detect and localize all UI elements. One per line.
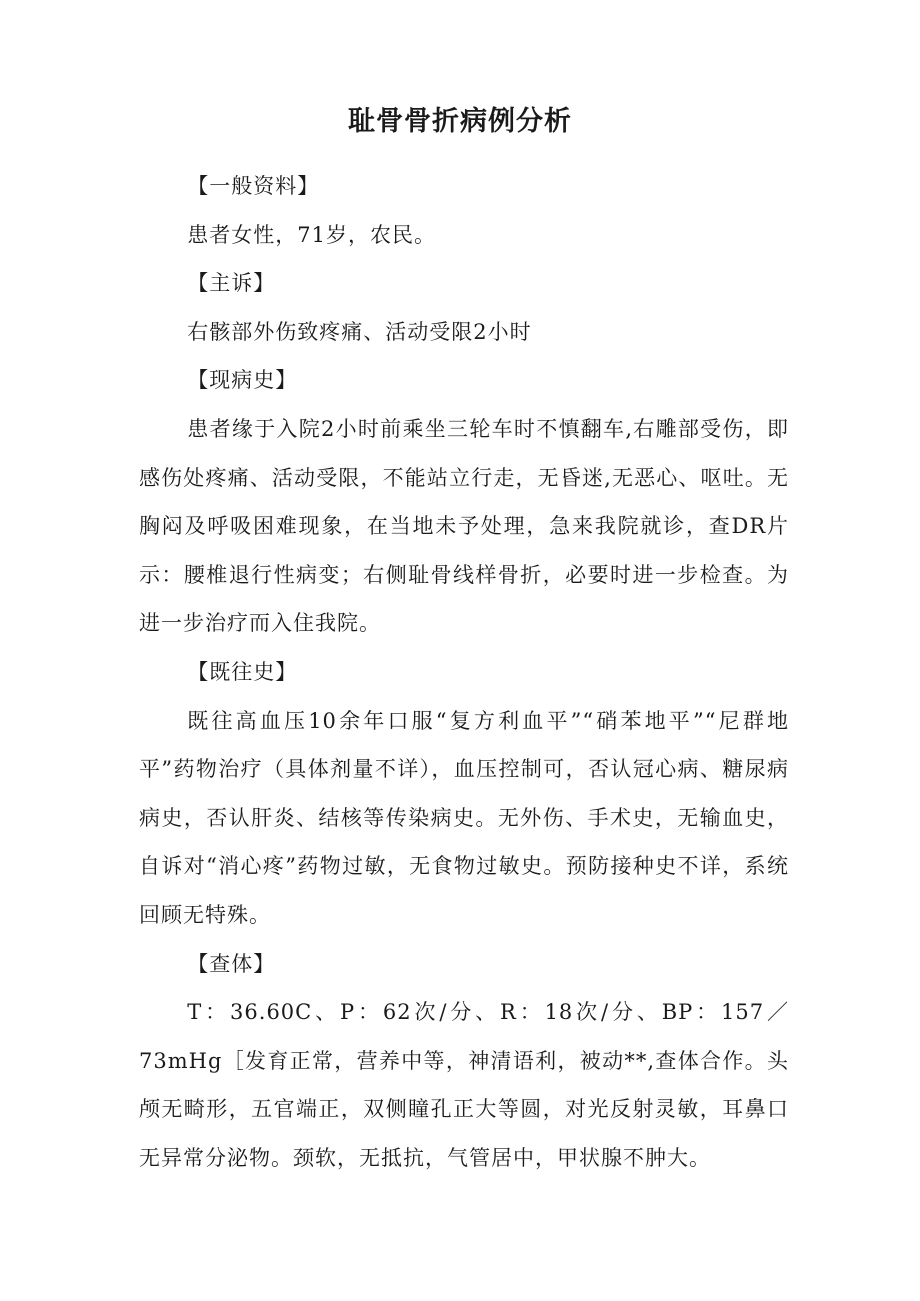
document-body bbox=[139, 162, 789, 1182]
section-heading-physical-exam: 【查体】 bbox=[187, 951, 276, 976]
section-text-past-history: 既往高血压10余年口服“复方利血平”“硝苯地平”“尼群地平”药物治疗（具体剂量不详），血压控制可，否认冠心病、糖尿病病史，否认肝炎、结核等传染病史。无外伤、手术史，无输血史，自诉对“消心疼”药物过敏，无食物过敏史。预防接种史不详，系统回顾无特殊。 bbox=[139, 708, 789, 927]
section-heading-past-history: 【既往史】 bbox=[187, 659, 298, 684]
section-text-present-illness: 患者缘于入院2小时前乘坐三轮车时不慎翻车,右雕部受伤，即感伤处疼痛、活动受限，不能站立行走，无昏迷,无恶心、呕吐。无胸闷及呼吸困难现象，在当地未予处理，急来我院就诊，查DR片示：腰椎退行性病变；右侧耻骨线样骨折，必要时进一步检查。为进一步治疗而入住我院。 bbox=[139, 416, 789, 636]
section-text-physical-exam: T：36.60C、P：62次/分、R：18次/分、BP：157／73mHg［发育正常，营养中等，神清语利，被动**,查体合作。头颅无畸形，五官端正，双侧瞳孔正大等圆，对光反射灵敏，耳鼻口无异常分泌物。颈软，无抵抗，气管居中，甲状腺不肿大。 bbox=[139, 1000, 789, 1170]
section-text-general-info: 患者女性，71岁，农民。 bbox=[187, 222, 437, 247]
section-heading-present-illness: 【现病史】 bbox=[187, 368, 298, 393]
document-title: 耻骨骨折病例分析 bbox=[348, 106, 572, 137]
section-text-chief-complaint: 右骸部外伤致疼痛、活动受限2小时 bbox=[187, 319, 532, 344]
section-heading-chief-complaint: 【主诉】 bbox=[187, 271, 276, 296]
section-heading-general-info: 【一般资料】 bbox=[187, 174, 320, 198]
